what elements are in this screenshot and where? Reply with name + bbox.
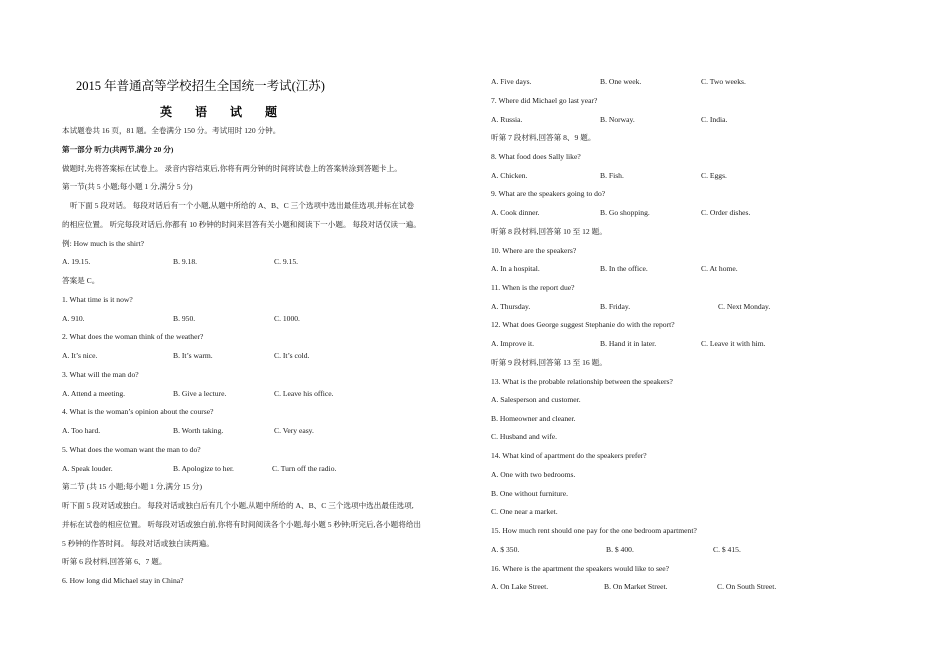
material-7-heading: 听第 7 段材料,回答第 8、9 题。 — [491, 133, 596, 142]
section2-instructions-line2: 并标在试卷的相应位置。 听每段对话或独白前,你将有时间阅读各个小题,每小题 5 秒钟;听完后,各小题将给出 — [62, 520, 422, 529]
section2-heading: 第二节 (共 15 小题;每小题 1 分,满分 15 分) — [62, 482, 203, 491]
option-a: A. In a hospital. — [491, 264, 540, 273]
option-b: B. Fish. — [600, 171, 624, 180]
example-answer: 答案是 C。 — [62, 276, 100, 285]
option-a: A. $ 350. — [491, 545, 520, 554]
option-c: C. Very easy. — [274, 426, 314, 435]
option-c: C. India. — [701, 115, 728, 124]
question-2: 2. What does the woman think of the weather? — [62, 332, 204, 341]
option-b: B. It’s warm. — [173, 351, 213, 360]
option-b: B. 950. — [173, 314, 196, 323]
question-14: 14. What kind of apartment do the speakers prefer? — [491, 451, 647, 460]
option-a: A. It’s nice. — [62, 351, 98, 360]
question-6: 6. How long did Michael stay in China? — [62, 576, 184, 585]
material-8-heading: 听第 8 段材料,回答第 10 至 12 题。 — [491, 227, 607, 236]
option-a: A. Russia. — [491, 115, 523, 124]
option-c: C. Next Monday. — [718, 302, 771, 311]
option-b: B. Homeowner and cleaner. — [491, 414, 576, 423]
question-10: 10. Where are the speakers? — [491, 246, 577, 255]
section1-instructions-line1: 听下面 5 段对话。 每段对话后有一个小题,从题中所给的 A、B、C 三个选项中选出最佳选项,并标在试卷 — [70, 201, 415, 210]
part1-instructions: 做题时,先将答案标在试卷上。 录音内容结束后,你将有两分钟的时间将试卷上的答案转涂到答题卡上。 — [62, 164, 402, 173]
option-c: C. Eggs. — [701, 171, 727, 180]
option-b: B. Worth taking. — [173, 426, 224, 435]
option-c: C. Husband and wife. — [491, 432, 558, 441]
option-a: A. Speak louder. — [62, 464, 113, 473]
part1-heading: 第一部分 听力(共两节,满分 20 分) — [62, 145, 174, 154]
option-a: A. On Lake Street. — [491, 582, 549, 591]
option-b: B. In the office. — [600, 264, 648, 273]
question-13: 13. What is the probable relationship between the speakers? — [491, 377, 673, 386]
option-b: B. Norway. — [600, 115, 635, 124]
option-b: B. 9.18. — [173, 257, 198, 266]
option-c: C. Leave his office. — [274, 389, 334, 398]
question-3: 3. What will the man do? — [62, 370, 139, 379]
section1-heading: 第一节(共 5 小题;每小题 1 分,满分 5 分) — [62, 182, 193, 191]
page-title: 2015 年普通高等学校招生全国统一考试(江苏) — [76, 79, 325, 93]
question-11: 11. When is the report due? — [491, 283, 575, 292]
material-9-heading: 听第 9 段材料,回答第 13 至 16 题。 — [491, 358, 607, 367]
question-7: 7. Where did Michael go last year? — [491, 96, 598, 105]
option-c: C. Two weeks. — [701, 77, 746, 86]
option-c: C. $ 415. — [713, 545, 741, 554]
option-c: C. At home. — [701, 264, 738, 273]
question-1: 1. What time is it now? — [62, 295, 133, 304]
question-8: 8. What food does Sally like? — [491, 152, 581, 161]
section1-instructions-line2: 的相应位置。 听完每段对话后,你都有 10 秒钟的时间来回答有关小题和阅读下一小题。 每段对话仅读一遍。 — [62, 220, 421, 229]
option-b: B. One week. — [600, 77, 642, 86]
option-b: B. One without furniture. — [491, 489, 568, 498]
question-15: 15. How much rent should one pay for the one bedroom apartment? — [491, 526, 697, 535]
section2-instructions-line3: 5 秒钟的作答时间。 每段对话或独白读两遍。 — [62, 539, 214, 548]
question-9: 9. What are the speakers going to do? — [491, 189, 606, 198]
option-a: A. Five days. — [491, 77, 532, 86]
option-b: B. Apologize to her. — [173, 464, 234, 473]
option-b: B. Go shopping. — [600, 208, 650, 217]
question-4: 4. What is the woman’s opinion about the course? — [62, 407, 214, 416]
option-a: A. 19.15. — [62, 257, 91, 266]
question-12: 12. What does George suggest Stephanie do with the report? — [491, 320, 675, 329]
option-c: C. 9.15. — [274, 257, 299, 266]
option-b: B. Give a lecture. — [173, 389, 227, 398]
option-a: A. Cook dinner. — [491, 208, 540, 217]
material-6-heading: 听第 6 段材料,回答第 6、7 题。 — [62, 557, 167, 566]
option-c: C. On South Street. — [717, 582, 777, 591]
option-b: B. $ 400. — [606, 545, 634, 554]
option-a: A. Attend a meeting. — [62, 389, 126, 398]
option-a: A. Thursday. — [491, 302, 531, 311]
option-c: C. Turn off the radio. — [272, 464, 337, 473]
option-b: B. On Market Street. — [604, 582, 668, 591]
option-c: C. It’s cold. — [274, 351, 310, 360]
option-a: A. 910. — [62, 314, 85, 323]
option-c: C. Order dishes. — [701, 208, 751, 217]
option-c: C. One near a market. — [491, 507, 558, 516]
option-a: A. Too hard. — [62, 426, 101, 435]
option-b: B. Hand it in later. — [600, 339, 657, 348]
option-b: B. Friday. — [600, 302, 631, 311]
page-subtitle: 英 语 试 题 — [160, 105, 288, 119]
section2-instructions-line1: 听下面 5 段对话或独白。 每段对话或独白后有几个小题,从题中所给的 A、B、C 三个选项中选出最佳选项, — [62, 501, 414, 510]
option-a: A. One with two bedrooms. — [491, 470, 576, 479]
question-5: 5. What does the woman want the man to do? — [62, 445, 201, 454]
option-a: A. Salesperson and customer. — [491, 395, 581, 404]
question-16: 16. Where is the apartment the speakers would like to see? — [491, 564, 670, 573]
option-c: C. Leave it with him. — [701, 339, 766, 348]
option-c: C. 1000. — [274, 314, 300, 323]
example-question: 例: How much is the shirt? — [62, 239, 145, 248]
option-a: A. Chicken. — [491, 171, 528, 180]
option-a: A. Improve it. — [491, 339, 535, 348]
exam-intro: 本试题卷共 16 页，81 题。全卷满分 150 分。考试用时 120 分钟。 — [62, 126, 281, 135]
